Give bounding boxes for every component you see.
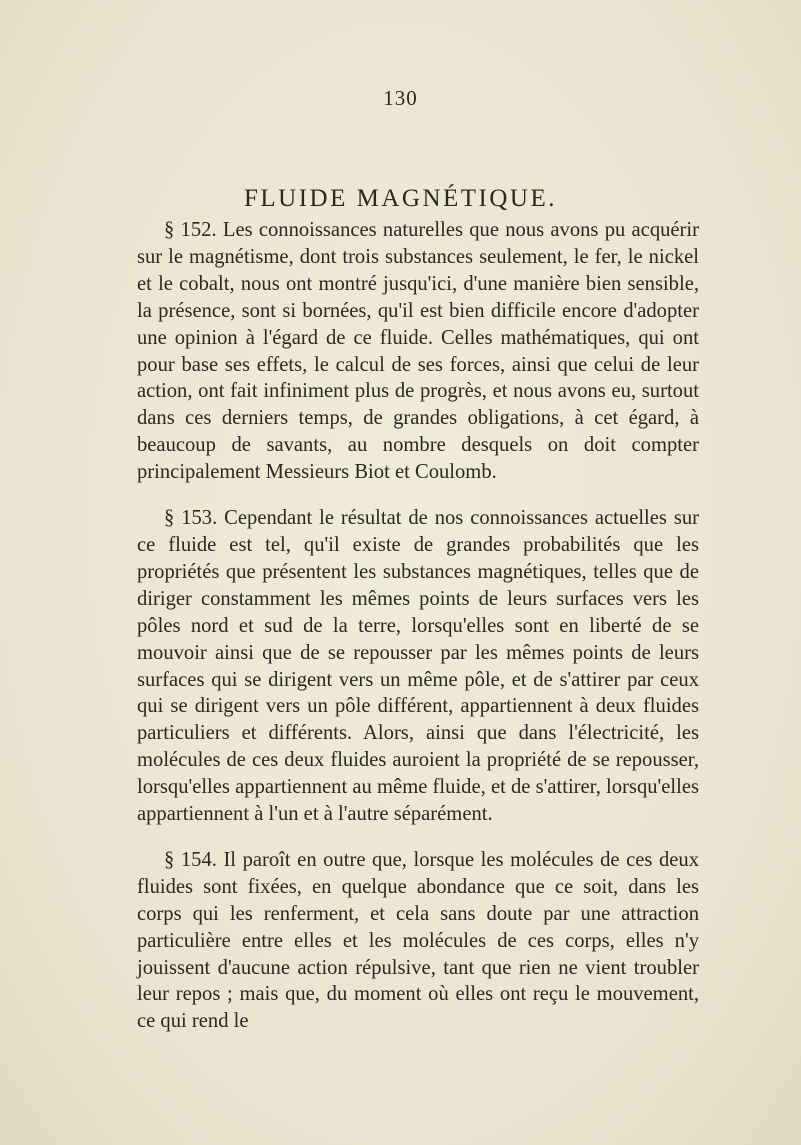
paragraph-153 (137, 505, 699, 828)
paragraph-152 (137, 217, 699, 486)
paragraph-154 (137, 847, 699, 1035)
paragraph-text: Il paroît en outre que, lorsque les molécules de ces deux fluides sont fixées, en quelque abondance que ce soit, dans les corps qui les renferment, et cela sans doute par une attraction particulière entre elles et les molécules de ces corps, elles n'y jouissent d'aucune action répulsive, tant que rien ne vient troubler leur repos ; mais que, du moment où elles ont reçu le mouvement, ce qui rend le (137, 848, 699, 1033)
page-number: 130 (383, 86, 418, 110)
paragraph-number: § 152. (164, 219, 217, 241)
paragraph-number: § 154. (164, 848, 217, 871)
paragraph-text: Les connoissances naturelles que nous avons pu acquérir sur le magnétisme, dont trois substances seulement, le fer, le nickel et le cobalt, nous ont montré jusqu'ici, d'une manière bien sensible, la présence, sont si bornées, qu'il est bien difficile encore d'adopter une opinion à l'égard de ce fluide. Celles mathématiques, qui ont pour base ses effets, le calcul de ses forces, ainsi que celui de leur action, ont fait infiniment plus de progrès, et nous avons eu, surtout dans ces derniers temps, de grandes obligations, à cet égard, à beaucoup de savants, au nombre desquels on doit compter principalement Messieurs Biot et Coulomb. (137, 219, 699, 484)
body-text (137, 217, 699, 1054)
paragraph-text: Cependant le résultat de nos connoissances actuelles sur ce fluide est tel, qu'il existe de grandes probabilités que les propriétés que présentent les substances magnétiques, telles que de diriger constamment les mêmes points de leurs surfaces vers les pôles nord et sud de la terre, lorsqu'elles sont en liberté de se mouvoir ainsi que de se repousser par les mêmes points de leurs surfaces qui se dirigent vers un même pôle, et de s'attirer par ceux qui se dirigent vers un pôle différent, appartiennent à deux fluides particuliers et différents. Alors, ainsi que dans l'électricité, les molécules de ces deux fluides auroient la propriété de se repousser, lorsqu'elles appartiennent au même fluide, et de s'attirer, lorsqu'elles appartiennent à l'un et à l'autre séparément. (137, 507, 699, 826)
paragraph-number: § 153. (164, 507, 218, 530)
chapter-title: FLUIDE MAGNÉTIQUE. (243, 184, 558, 212)
